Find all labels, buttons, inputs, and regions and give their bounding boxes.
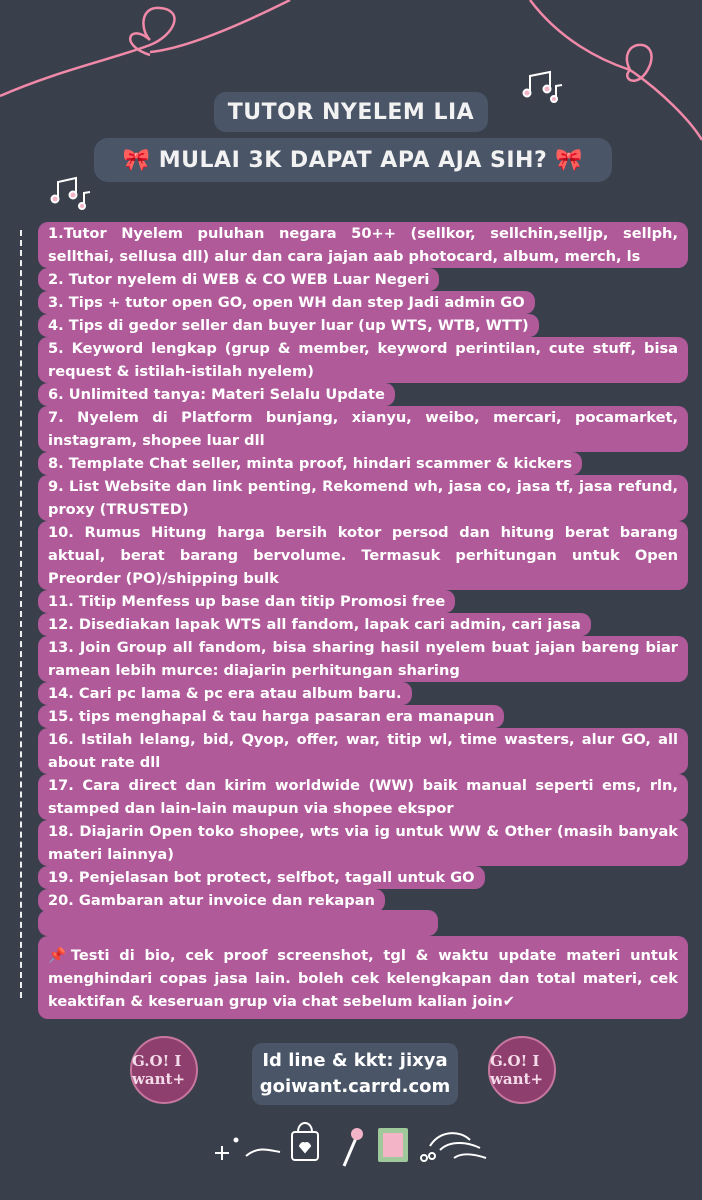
- photocard-icon: [378, 1128, 408, 1162]
- shopping-bag-icon: [292, 1123, 318, 1160]
- list-spacer: [38, 910, 438, 936]
- logo-left: [130, 1036, 198, 1104]
- list-item: 14. Cari pc lama & pc era atau album baru.: [38, 682, 412, 705]
- subtitle-banner: [94, 138, 612, 182]
- page-subtitle: 🎀 MULAI 3K DAPAT APA AJA SIH? 🎀: [122, 147, 584, 173]
- list-item: 15. tips menghapal & tau harga pasaran era manapun: [38, 705, 504, 728]
- list-item: 18. Diajarin Open toko shopee, wts via ig untuk WW & Other (masih banyak materi lainnya): [38, 820, 688, 866]
- list-item: 3. Tips + tutor open GO, open WH dan step Jadi admin GO: [38, 291, 535, 314]
- logo-text: G.O! I want+: [490, 1052, 544, 1088]
- list-item: 4. Tips di gedor seller dan buyer luar (up WTS, WTB, WTT): [38, 314, 539, 337]
- contact-line: Id line & kkt: jixya: [262, 1050, 448, 1071]
- list-item: 19. Penjelasan bot protect, selfbot, tagall untuk GO: [38, 866, 485, 889]
- dashed-divider: [20, 230, 22, 998]
- music-note-icon: [524, 72, 563, 102]
- music-note-icon: [52, 178, 91, 209]
- list-item: 1.Tutor Nyelem puluhan negara 50++ (sellkor, sellchin,selljp, sellph, sellthai, sellusa dll) alur dan cara jajan aab photocard, album, merch, ls: [38, 222, 688, 268]
- note-text: 📌Testi di bio, cek proof screenshot, tgl & waktu update materi untuk menghindari copas jasa lain. boleh cek kelengkapan dan total materi, cek keaktifan & keseruan grup via chat sebelum kalian join✔: [38, 936, 688, 1019]
- list-item: 16. Istilah lelang, bid, Qyop, offer, war, titip wl, time wasters, alur GO, all about rate dll: [38, 728, 688, 774]
- list-item: 20. Gambaran atur invoice dan rekapan: [38, 889, 385, 912]
- title-banner: [214, 92, 488, 132]
- list-item: 2. Tutor nyelem di WEB & CO WEB Luar Negeri: [38, 268, 439, 291]
- list-item: 10. Rumus Hitung harga bersih kotor persod dan hitung berat barang aktual, berat barang bervolume. Termasuk perhitungan untuk Open Preorder (PO)/shipping bulk: [38, 521, 688, 590]
- list-item: 9. List Website dan link penting, Rekomend wh, jasa co, jasa tf, jasa refund, proxy (TRUSTED): [38, 475, 688, 521]
- list-item: 12. Disediakan lapak WTS all fandom, lapak cari admin, cari jasa: [38, 613, 591, 636]
- list-item: 17. Cara direct dan kirim worldwide (WW) baik manual seperti ems, rln, stamped dan lain-lain maupun via shopee ekspor: [38, 774, 688, 820]
- heart-curve-left: [0, 8, 174, 96]
- heart-curve-right: [530, 0, 702, 140]
- contact-website[interactable]: goiwant.carrd.com: [259, 1076, 451, 1097]
- list-item: 13. Join Group all fandom, bisa sharing hasil nyelem buat jajan bareng biar ramean lebih murce: diajarin perhitungan sharing: [38, 636, 688, 682]
- material-list: [38, 222, 688, 1019]
- logo-text: G.O! I want+: [132, 1052, 186, 1088]
- page-title: TUTOR NYELEM LIA: [227, 99, 475, 125]
- list-item: 7. Nyelem di Platform bunjang, xianyu, weibo, mercari, pocamarket, instagram, shopee luar dll: [38, 406, 688, 452]
- list-item: 11. Titip Menfess up base dan titip Promosi free: [38, 590, 455, 613]
- list-item: 6. Unlimited tanya: Materi Selalu Update: [38, 383, 395, 406]
- wave-icon: [246, 1150, 280, 1157]
- contact-box: [252, 1043, 458, 1105]
- swirl-icon: [421, 1133, 486, 1161]
- lightstick-icon: [344, 1128, 363, 1166]
- list-item: 8. Template Chat seller, minta proof, hindari scammer & kickers: [38, 452, 582, 475]
- sparkle-icon: [215, 1139, 238, 1161]
- logo-right: [488, 1036, 556, 1104]
- list-item: 5. Keyword lengkap (grup & member, keyword perintilan, cute stuff, bisa request & istilah-istilah nyelem): [38, 337, 688, 383]
